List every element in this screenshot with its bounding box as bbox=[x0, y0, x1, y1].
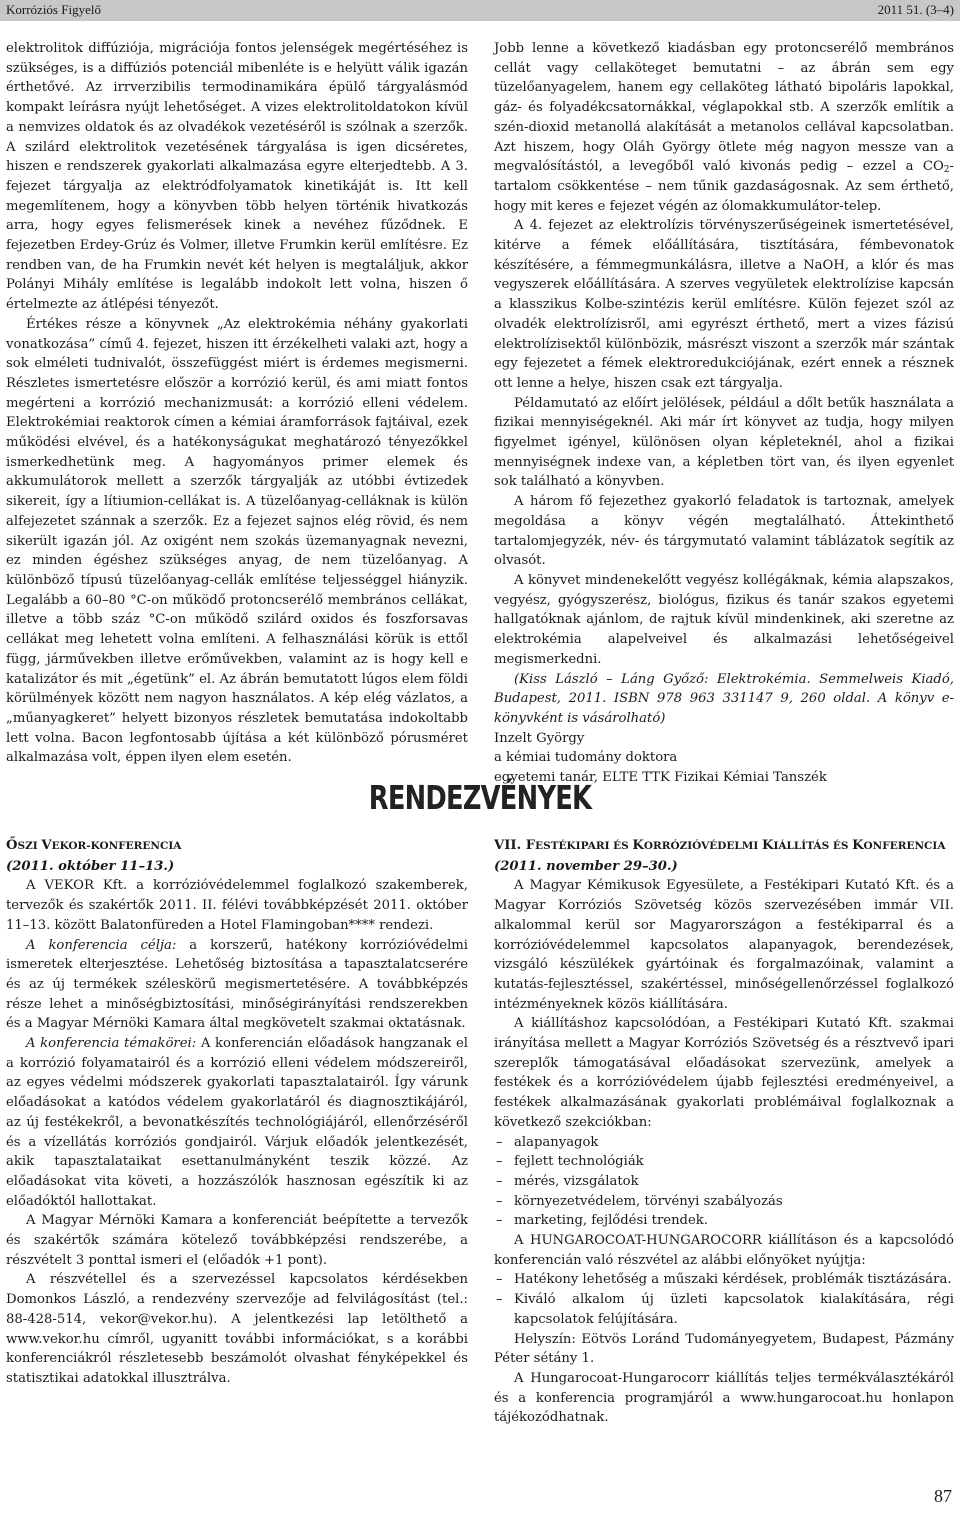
list-item: – környezetvédelem, törvényi szabályozás bbox=[494, 1192, 954, 1212]
section-title: RENDEZVÉNYEK bbox=[368, 778, 592, 817]
review-paragraph: Értékes része a könyvnek „Az elektrokémia néhány gyakorlati vonatkozása” című 4. fejezet, hiszen itt érzékelheti valaki azt, hogy a sok elméleti tudnivalót, összefüggést miért is érdemes megismerni. Részletes ismertetésre először a korrózió kerül, és ami miatt fontos megérteni a korrózió mechanizmusát: a korrózió elleni védelem. Elektrokémiai reaktorok címen a kémiai áramforrások fajtáival, ezek működési elvével, és a hatékonyságukat meghatározó tényezőkkel ismerkedhetünk meg. A hagyományos primer elemek és akkumulátorok mellett a szerzők tárgyalják az utóbbi évtizedek sikereit, így a lítiumion-cellákat is. A tüzelőanyag-celláknak is külön alfejezetet szánnak a szerzők. Ez a fejezet sajnos elég rövid, és nem sikerült igazán jól. Az oxigént nem szokás üzemanyagnak nevezni, ez minden égéshez szükséges anyag, de nem tüzelőanyag. A különböző típusú tüzelőanyag-cellák említése teljességgel hiányzik. Legalább a 60–80 °C-on működő protoncserélő membrános cellákat, illetve a több száz °C-on működő szilárd oxidos és foszforsavas cellákat meg lehetett volna említeni. A felhasználási körük is ettől függ, járművekben illetve erőművekben, valamint az is hogy kell e katalizátor és mit „égetünk” el. Az ábrán bemutatott lúgos elem földi körülmények között nem nagyon használatos. A kép elég vázlatos, a „műanyagkeret” helyett bizonyos részletek bemutatása indokoltabb lett volna. Bacon legfontosabb újítása a két különböző pórusméret alkalmazása volt, éppen ilyen elem esetén. bbox=[6, 316, 469, 766]
journal-name: Korróziós Figyelő bbox=[6, 2, 101, 17]
event-paragraph: A konferencia célja: a korszerű, hatékony korrózióvédelmi ismeretek elterjesztése. Lehetőség biztosítása a tapasztalatcserére és az új termékek széleskörű megismertetésére. A továbbképzés része lehet a minőségbiztosítási, minőségirányítási rendszerekben és a Magyar Mérnöki Kamara által megkövetelt szakmai oktatásnak. bbox=[6, 937, 469, 1032]
list-item: – marketing, fejlődési trendek. bbox=[494, 1211, 954, 1231]
event-paragraph: A konferencia témakörei: A konferencián előadások hangzanak el a korrózió folyamatairól és a korrózió elleni védelem módszereiről, az egyes védelmi módszerek gyakorlati tapasztalatairól. Így várunk előadásokat a katódos védelem gyakorlatáról és diagnosztikájáról, az új festékekről, a bevonatkészítés technológiájáról, ellenőrzéséről és a vízellátás korróziós gondjairól. Várjuk előadók jelentkezését, akik tapasztalataikat esettanulmányként teszik közzé. Az előadásokat vita követi, a hozzászólók hasznosan egészítik ki az előadóktól hallottakat. bbox=[6, 1036, 468, 1209]
list-item: – alapanyagok bbox=[494, 1133, 954, 1153]
review-paragraph: Jobb lenne a következő kiadásban egy protoncserélő membrános cellát vagy cellaköteget bemutatni – az ábrán sem egy tüzelőanyagelem, hanem egy cellaköteg látható bipoláris lapokkal, gáz- és folyadékcsatornákkal, véglapokkal stb. A szerzők említik a szén-dioxid metanollá alakítását a metanolos cellával kapcsolatban. Azt hiszem, hogy Oláh György ötlete még nagyon messze van a megvalósítástól, a levegőből való kivonás pedig – ezzel a $CO_2$-tartalom csökkentése – nem tűnik gazdaságosnak. Az sem érthető, hogy mit keres e fejezet végén az ólomakkumulátor-telep. bbox=[494, 41, 954, 214]
reviewer-name: Inzelt György bbox=[494, 730, 585, 746]
event-title: VII. FESTÉKIPARI ÉS KORRÓZIÓVÉDELMI KIÁLLÍTÁS ÉS KONFERENCIA bbox=[494, 838, 946, 853]
event-paragraph: A Hungarocoat-Hungarocorr kiállítás teljes termékválasztékáról és a konferencia programjáról a www.hungarocoat.hu honlapon tájékozódhatnak. bbox=[494, 1370, 954, 1426]
reviewer-title: a kémiai tudomány doktora bbox=[494, 750, 678, 766]
review-paragraph: Példamutató az előírt jelölések, például a dőlt betűk használata a fizikai mennyiségeknél. Aki már írt könyvet az tudja, hogy milyen figyelmet igényel, különösen olyan képleteknél, ahol a fizikai mennyiségnek indexe van, a képletben tört van, és ilyen egyenlet sok található a könyvben. bbox=[494, 395, 954, 490]
review-paragraph: A 4. fejezet az elektrolízis törvényszerűségeinek ismertetésével, kitérve a fémek előállítására, tisztítására, fémbevonatok készítésére, a fémmegmunkálásra, illetve a NaOH, a klór és mas vegyszerek előállítására. A szerves vegyületek elektrolízise kapcsán a klasszikus Kolbe-szintézis kerül említésre. Külön fejezet szól az olvadék elektrolízisről, ami egyrészt érthető, mert a vizes fázisú elektrolízisektől különbözik, másrészt viszont a szerzők már szántak egy fejezetet a fémek elektroredukciójának, ezért ennek a résznek ott lenne a helye, hiszen csak ezt tárgyalja. bbox=[494, 218, 954, 391]
event-paragraph: A HUNGAROCOAT-HUNGAROCORR kiállításon és a kapcsolódó konferencián való részvétel az alábbi előnyöket nyújtja: bbox=[494, 1233, 954, 1268]
event-date: (2011. október 11–13.) bbox=[6, 858, 175, 874]
review-paragraph: elektrolitok diffúziója, migrációja fontos jelenségek megértéséhez is szükséges, is a diffúziós potenciál mibenléte is e helyütt válik igazán érthetővé. Az irrverzibilis termodinamikára épülő tárgyalásmód kompakt leírásra nyújt lehetőséget. A vizes elektrolitoldatokon kívül a nemvizes oldatok és az olvadékok vezetéséről is szólnak a szerzők. A szilárd elektrolitok vezetésének tárgyalása is igen dicséretes, hiszen e rendszerek gyakorlati alkalmazása egyre elterjedtebb. A 3. fejezet tárgyalja az elektródfolyamatok kinetikáját is. Itt kell megemlítenem, hogy a könyvben több helyen történik hivatkozás arra, hogy egyes felismerések kinek a nevéhez fűződnek. E fejezetben Erdey-Grúz és Volmer, illetve Frumkin kerül említésre. Ez rendben van, de ha Frumkin nevét két helyen is megtaláljuk, akkor Polányi Mihály említése is legalább indokolt lett volna, hiszen ő értelmezte az átlépési tényezőt. bbox=[6, 41, 468, 313]
event-paragraph: Helyszín: Eötvös Loránd Tudományegyetem, Budapest, Pázmány Péter sétány 1. bbox=[494, 1331, 954, 1367]
review-column-left bbox=[6, 39, 468, 768]
section-list bbox=[494, 1133, 954, 1232]
review-paragraph: A három fő fejezethez gyakorló feladatok is tartoznak, amelyek megoldása a könyv végén megtalálható. Áttekinthető tartalomjegyzék, név- és tárgymutató valamint táblázatok segítik az olvasót. bbox=[494, 494, 954, 569]
event-vekor bbox=[6, 836, 468, 1389]
event-paragraph: A Magyar Kémikusok Egyesülete, a Festékipari Kutató Kft. és a Magyar Korróziós Szövetség közös szervezésében immár VII. alkalommal kerül sor Magyarországon a festékiparral és a korrózióvédelemmel kapcsolatos alapanyagok, berendezések, vizsgáló készülékek gyártóinak és forgalmazóinak, valamint a kutatás-fejlesztéssel, szakértéssel, minőségellenőrzéssel foglalkozó intézményeknek közös kiállítására. bbox=[494, 878, 954, 1012]
event-paragraph: A kiállításhoz kapcsolódóan, a Festékipari Kutató Kft. szakmai irányítása mellett a Magyar Korróziós Szövetség és a résztvevő ipari szereplők támogatásával előadásokat szervezünk, amelyek a festékek és a korrózióvédelem újabb fejlesztési eredményeivel, a festékek alkalmazásának gyakorlati problémáival foglalkoznak a következő szekciókban: bbox=[494, 1016, 954, 1130]
event-title: ŐSZI VEKOR-KONFERENCIA bbox=[6, 838, 182, 853]
page-number: 87 bbox=[934, 1486, 952, 1506]
event-paragraph: A részvétellel és a szervezéssel kapcsolatos kérdésekben Domonkos László, a rendezvény szervezője ad felvilágosítást (tel.: 88-428-514, vekor@vekor.hu). A jelentkezési lap letölthető a www.vekor.hu címről, ugyanitt további információkat, s a korábbi konferenciákról részletesebb beszámolót olvashat fényképekkel és statisztikai adatokkal illusztrálva. bbox=[6, 1272, 468, 1386]
event-hungarocoat bbox=[494, 836, 954, 1428]
running-header bbox=[0, 0, 960, 21]
list-item: – Kiváló alkalom új üzleti kapcsolatok kialakítására, régi kapcsolatok felújítására. bbox=[494, 1290, 954, 1329]
benefit-list bbox=[494, 1270, 954, 1329]
list-item: – fejlett technológiák bbox=[494, 1152, 954, 1172]
review-paragraph: A könyvet mindenekelőtt vegyész kollégáknak, kémia alapszakos, vegyész, gyógyszerész, biológus, fizikus és tanár szakos egyetemi hallgatóknak ajánlom, de rajtuk kívül mindenkinek, aki szeretne az elektrokémia alapelveivel és alkalmazási lehetőségeivel megismerkedni. bbox=[494, 572, 954, 667]
event-paragraph: A VEKOR Kft. a korrózióvédelemmel foglalkozó szakemberek, tervezők és szakértők 2011. II. félévi továbbképzését 2011. október 11–13. között Balatonfüreden a Hotel Flamingoban**** rendezi. bbox=[6, 878, 468, 933]
reviewer-affiliation: egyetemi tanár, ELTE TTK Fizikai Kémiai Tanszék bbox=[494, 770, 827, 786]
list-item: – mérés, vizsgálatok bbox=[494, 1172, 954, 1192]
event-date: (2011. november 29–30.) bbox=[494, 858, 678, 874]
event-paragraph: A Magyar Mérnöki Kamara a konferenciát beépítette a tervezők és szakértők számára kötelező továbbképzési rendszerébe, a részvételt 3 ponttal ismeri el (előadók +1 pont). bbox=[6, 1213, 468, 1268]
issue-info: 2011 51. (3–4) bbox=[877, 2, 954, 17]
list-item: – Hatékony lehetőség a műszaki kérdések, problémák tisztázására. bbox=[494, 1270, 954, 1290]
review-column-right bbox=[494, 39, 954, 788]
book-citation: (Kiss László – Láng Győző: Elektrokémia. Semmelweis Kiadó, Budapest, 2011. ISBN 978 963 331147 9, 260 oldal. A könyv e-könyvként is vásárolható) bbox=[494, 671, 954, 726]
